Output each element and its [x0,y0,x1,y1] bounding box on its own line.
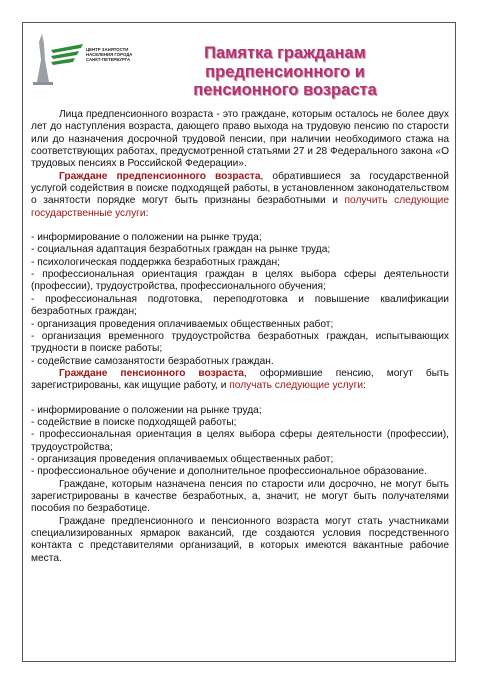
page-title [160,44,410,100]
list-item: - профессиональная ориентация граждан в целях выбора сферы деятельности (профессии), трудоустройства, профессионального обучения; [31,269,449,293]
title-line: Памятка гражданам [204,44,366,62]
list-item: - профессиональное обучение и дополнительное профессиональное образование. [31,466,427,478]
list-item: - организация временного трудоустройства безработных граждан, испытывающих трудности в поиске работы; [31,330,449,355]
section2-services-link: получать следующие услуги [229,380,364,392]
title-line: предпенсионного и [205,62,365,81]
note-paragraph: Граждане предпенсионного и пенсионного возраста могут стать участниками специализированных ярмарок вакансий, где создаются условия посредственного контакта с представителями организаций, в которых имеются вакантные рабочие места. [31,515,449,564]
spacer [31,220,449,232]
section1-lead [31,171,449,220]
list-item: - профессиональная ориентация в целях выбора сферы деятельности (профессии), трудоустройства; [31,429,449,453]
logo-text: ЦЕНТР ЗАНЯТОСТИ НАСЕЛЕНИЯ ГОРОДА САНКТ-ПЕТЕРБУРГА [86,47,133,62]
note-paragraph: Граждане, которым назначена пенсия по старости или досрочно, не могут быть зарегистрированы в качестве безработных, а, значит, не могут быть получателями пособия по безработице. [31,478,449,515]
list-item: - содействие самозанятости безработных граждан. [31,355,274,367]
list-item: - информирование о положении на рынке труда; [31,404,262,416]
section1-services-link: получить следующие государственные услуги [31,195,449,219]
section1-list [31,232,449,368]
spacer [31,393,449,405]
section2-lead [31,368,449,393]
document-body [31,109,449,565]
section1-lead-end: : [145,207,149,219]
section2-list [31,405,449,479]
section1-highlight: Граждане предпенсионного возраста [59,170,261,182]
list-item: - содействие в поиске подходящей работы; [31,416,237,428]
section2-highlight: Граждане пенсионного возраста [59,367,244,379]
section2-lead-end: : [363,380,366,392]
section2-lead-text: , оформившие пенсию, могут быть зарегистрированы, как ищущие работу, и [31,367,449,392]
intro-paragraph: Лица предпенсионного возраста - это граждане, которым осталось не более двух лет до наступления возраста, дающего право выхода на трудовую пенсию по старости или до назначения досрочной трудовой пенсии, при наличии необходимого стажа на соответствующих работах, предусмотренной статьями 27 и 28 Федерального закона «О трудовых пенсиях в Российской Федерации». [31,109,449,170]
title-line: пенсионного возраста [193,81,377,99]
list-item: - организация проведения оплачиваемых общественных работ; [31,318,334,330]
list-item: - информирование о положении на рынке труда; [31,232,262,244]
list-item: - психологическая поддержка безработных граждан; [31,256,280,268]
list-item: - социальная адаптация безработных граждан на рынке труда; [31,244,331,256]
list-item: - организация проведения оплачиваемых общественных работ; [31,453,334,465]
list-item: - профессиональная подготовка, переподготовка и повышение квалификации безработных граждан; [31,293,449,318]
section1-lead-text: , обратившиеся за государственной услугой содействия в поиске подходящей работы, в установленном законодательством о занятости порядке могут быть признаны безработными и [31,170,449,207]
